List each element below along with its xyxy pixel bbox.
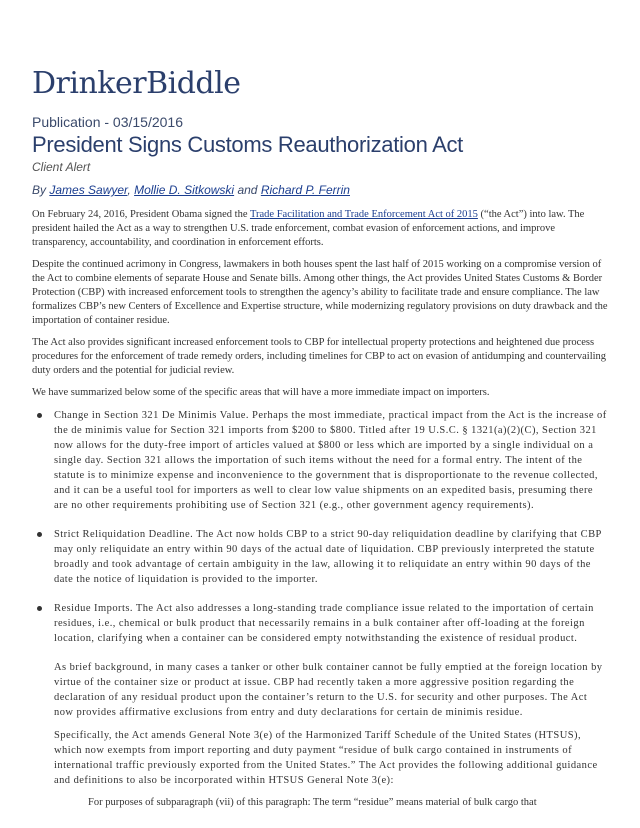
article-body xyxy=(32,208,608,818)
list-item xyxy=(32,527,608,587)
list-item-text: Strict Reliquidation Deadline. The Act now holds CBP to a strict 90-day reliquidation deadline by clarifying that CBP may only reliquidate an entry within 90 days of the actual date of liquidation. CBP previously interpreted the statute broadly and took advantage of certain ambiguity in the law, allowing it to reliquidate an entry within 90 days of the date the notice of liquidation is provided to the importer. xyxy=(54,529,602,585)
bullet-icon xyxy=(37,532,42,537)
byline-prefix: By xyxy=(32,183,47,197)
paragraph-enforcement: The Act also provides significant increased enforcement tools to CBP for intellectual property protections and heightened due process procedures for the enforcement of trade remedy orders, including timelines for CBP to act on evasion of antidumping and countervailing duty orders and the potential for judicial review. xyxy=(32,337,607,376)
paragraph-intro-text-b: (“the Act”) into law. The president hailed the Act as a way to strengthen U.S. trade enforcement, combat evasion of enforcement actions, and improve transparency, accountability, and coordination in enforcement efforts. xyxy=(32,209,585,248)
bullet-icon xyxy=(37,606,42,611)
paragraph-intro-text-a: On February 24, 2016, President Obama signed the xyxy=(32,209,248,220)
byline-conjunction: and xyxy=(237,183,258,197)
paragraph-summary-lead: We have summarized below some of the specific areas that will have a more immediate impact on importers. xyxy=(32,387,490,398)
bullet-icon xyxy=(37,413,42,418)
paragraph-intro xyxy=(32,208,608,250)
byline xyxy=(32,183,350,197)
author-link-sawyer[interactable]: James Sawyer xyxy=(49,183,128,197)
list-item xyxy=(32,408,608,513)
firm-logo: DrinkerBiddle xyxy=(32,66,241,101)
key-areas-list xyxy=(32,408,608,646)
list-item xyxy=(32,601,608,646)
author-link-sitkowski[interactable]: Mollie D. Sitkowski xyxy=(134,183,235,197)
publication-date: Publication - 03/15/2016 xyxy=(32,114,183,130)
page-title: President Signs Customs Reauthorization Act xyxy=(32,132,463,157)
page-subtitle: Client Alert xyxy=(32,160,91,174)
residue-background-paragraph: As brief background, in many cases a tanker or other bulk container cannot be fully emptied at the foreign location by virtue of the container size or product at issue. CBP had recently taken a more aggressive position regarding the declaration of any residual product upon the container’s return to the U.S. for security and other purposes. The Act now provides affirmative exclusions from entry and duty declarations for certain de minimis residue. xyxy=(54,662,603,718)
act-link[interactable]: Trade Facilitation and Trade Enforcement Act of 2015 xyxy=(249,209,478,220)
list-item-text: Residue Imports. The Act also addresses a long-standing trade compliance issue related to the importation of certain residues, i.e., chemical or bulk product that necessarily remains in a bulk container after off-loading at the foreign location, clarifying when a container can be considered empty notwithstanding the existence of residual product. xyxy=(54,603,594,644)
byline-separator: , xyxy=(127,183,131,197)
list-item-text: Change in Section 321 De Minimis Value. Perhaps the most immediate, practical impact from the Act is the increase of the de minimis value for Section 321 imports from $200 to $800. Titled after 19 U.S.C. § 1321(a)(2)(C), Section 321 now allows for the duty-free import of articles valued at $800 or less which are imported by a single individual on a single day. Section 321 allows the importation of such items without the need for a formal entry. The intent of the statute is to minimize expense and inconvenience to the government that is disproportionate to the revenue collected, and it can be a useful tool for importers as well to clear low value shipments on an expedited basis, presuming there are no other requirements prohibiting use of Section 321 (e.g., other government agency requirements). xyxy=(54,410,607,511)
statute-quote: For purposes of subparagraph (vii) of this paragraph: The term “residue” means material of bulk cargo that xyxy=(88,797,537,808)
author-link-ferrin[interactable]: Richard P. Ferrin xyxy=(260,183,350,197)
paragraph-background: Despite the continued acrimony in Congress, lawmakers in both houses spent the last half of 2015 working on a compromise version of the Act to combine elements of separate House and Senate bills. Among other things, the Act provides United States Customs & Border Protection (CBP) with increased enforcement tools to strengthen the agency’s ability to facilitate trade and ensure compliance. The law formalizes CBP’s new Centers of Excellence and Expertise structure, while modernizing regulatory provisions on duty drawback and the importation of container residue. xyxy=(32,259,608,326)
residue-specifics-paragraph: Specifically, the Act amends General Note 3(e) of the Harmonized Tariff Schedule of the United States (HTSUS), which now exempts from import reporting and duty payment “residue of bulk cargo contained in instruments of international traffic previously exported from the United States.” The Act provides the following additional guidance and definitions to also be incorporated within HTSUS General Note 3(e): xyxy=(54,730,598,786)
